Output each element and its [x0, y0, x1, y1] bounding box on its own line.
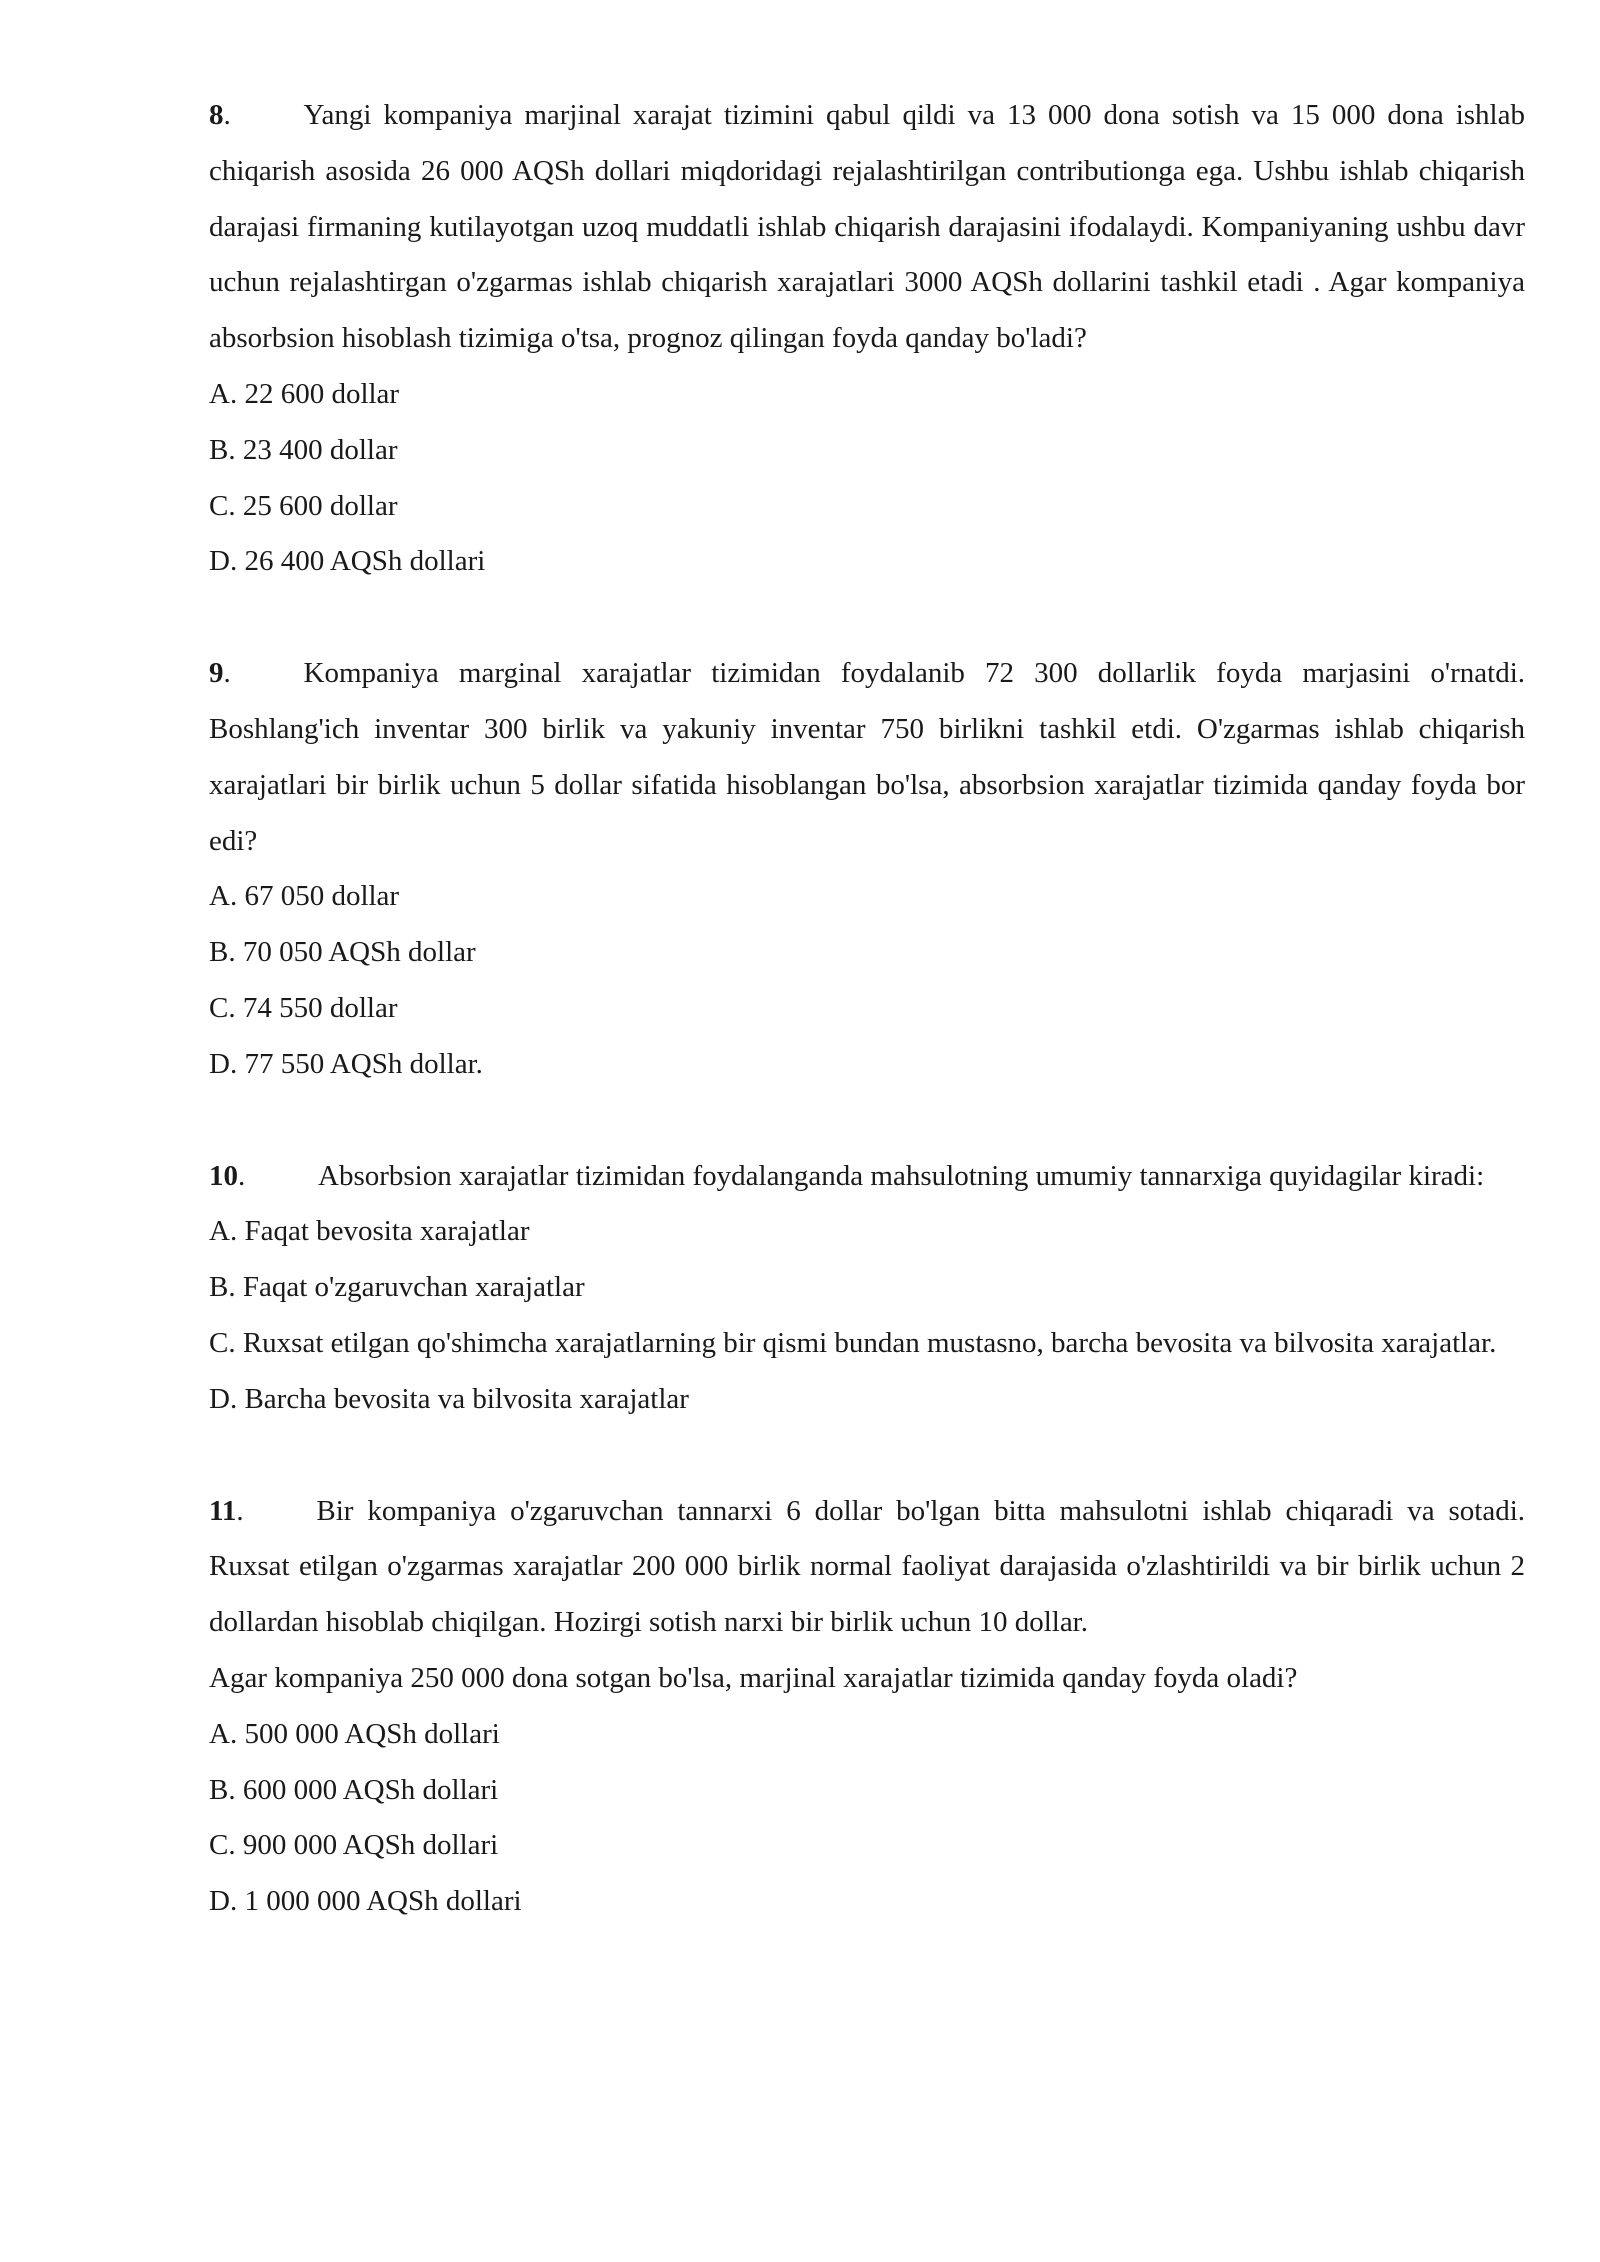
- answer-option-c: C. Ruxsat etilgan qo'shimcha xarajatlarning bir qismi bundan mustasno, barcha bevosita va bilvosita xarajatlar.: [209, 1326, 1497, 1359]
- question-followup: Agar kompaniya 250 000 dona sotgan bo'lsa, marjinal xarajatlar tizimida qanday foyda oladi?: [209, 1661, 1298, 1694]
- question-number: 10: [209, 1159, 238, 1192]
- document-page: [209, 88, 1525, 1986]
- question-body: Absorbsion xarajatlar tizimidan foydalanganda mahsulotning umumiy tannarxiga quyidagilar kiradi:: [318, 1159, 1485, 1192]
- question-number: 8: [209, 99, 224, 131]
- answer-option-b: B. Faqat o'zgaruvchan xarajatlar: [209, 1271, 585, 1304]
- question-dot: .: [223, 657, 231, 690]
- answer-option-c: C. 25 600 dollar: [209, 489, 398, 522]
- question-number: 9: [209, 657, 224, 690]
- question-body: Yangi kompaniya marjinal xarajat tizimini qabul qildi va 13 000 dona sotish va 15 000 dona ishlab chiqarish asosida 26 000 AQSh dollari miqdoridagi rejalashtirilgan contributionga ega. Ushbu ishlab chiqarish darajasi firmaning kutilayotgan uzoq muddatli ishlab chiqarish darajasini ifodalaydi. Kompaniyaning ushbu davr uchun rejalashtirgan o'zgarmas ishlab chiqarish xarajatlari 3000 AQSh dollarini tashkil etadi . Agar kompaniya absorbsion hisoblash tizimiga o'tsa, prognoz qilingan foyda qanday bo'ladi?: [209, 99, 1525, 355]
- answer-option-c: C. 74 550 dollar: [209, 991, 398, 1024]
- answer-option-d: D. Barcha bevosita va bilvosita xarajatlar: [209, 1382, 689, 1415]
- answer-option-d: D. 1 000 000 AQSh dollari: [209, 1885, 522, 1918]
- question-text: [209, 88, 1525, 367]
- answer-option-a: A. 500 000 AQSh dollari: [209, 1717, 500, 1750]
- answer-options: [209, 367, 1525, 590]
- answer-options: [209, 869, 1525, 1092]
- answer-option-d: D. 26 400 AQSh dollari: [209, 545, 486, 578]
- question-text: [209, 1149, 1525, 1205]
- answer-options: [209, 1707, 1525, 1930]
- question-8: [209, 88, 1525, 590]
- answer-option-a: A. 67 050 dollar: [209, 880, 400, 913]
- answer-option-a: A. 22 600 dollar: [209, 377, 400, 410]
- answer-option-c: C. 900 000 AQSh dollari: [209, 1829, 499, 1862]
- question-text: [209, 646, 1525, 869]
- question-body: Kompaniya marginal xarajatlar tizimidan foydalanib 72 300 dollarlik foyda marjasini o'rnatdi. Boshlang'ich inventar 300 birlik va yakuniy inventar 750 birlikni tashkil etdi. O'zgarmas ishlab chiqarish xarajatlari bir birlik uchun 5 dollar sifatida hisoblangan bo'lsa, absorbsion xarajatlar tizimida qanday foyda bor edi?: [209, 657, 1525, 857]
- answer-option-b: B. 600 000 AQSh dollari: [209, 1773, 499, 1806]
- answer-option-a: A. Faqat bevosita xarajatlar: [209, 1215, 530, 1248]
- question-body: Bir kompaniya o'zgaruvchan tannarxi 6 dollar bo'lgan bitta mahsulotni ishlab chiqaradi va sotadi. Ruxsat etilgan o'zgarmas xarajatlar 200 000 birlik normal faoliyat darajasida o'zlashtirildi va bir birlik uchun 2 dollardan hisoblab chiqilgan. Hozirgi sotish narxi bir birlik uchun 10 dollar.: [209, 1494, 1525, 1639]
- question-dot: .: [236, 1494, 244, 1527]
- answer-option-b: B. 23 400 dollar: [209, 433, 398, 466]
- answer-options: [209, 1204, 1525, 1427]
- question-dot: .: [223, 99, 231, 131]
- question-text: [209, 1484, 1525, 1651]
- question-11: [209, 1484, 1525, 1930]
- question-dot: .: [238, 1159, 246, 1192]
- answer-option-d: D. 77 550 AQSh dollar.: [209, 1047, 483, 1080]
- question-number: 11: [209, 1494, 237, 1527]
- answer-option-b: B. 70 050 AQSh dollar: [209, 936, 476, 969]
- question-9: [209, 646, 1525, 1092]
- question-10: [209, 1149, 1525, 1428]
